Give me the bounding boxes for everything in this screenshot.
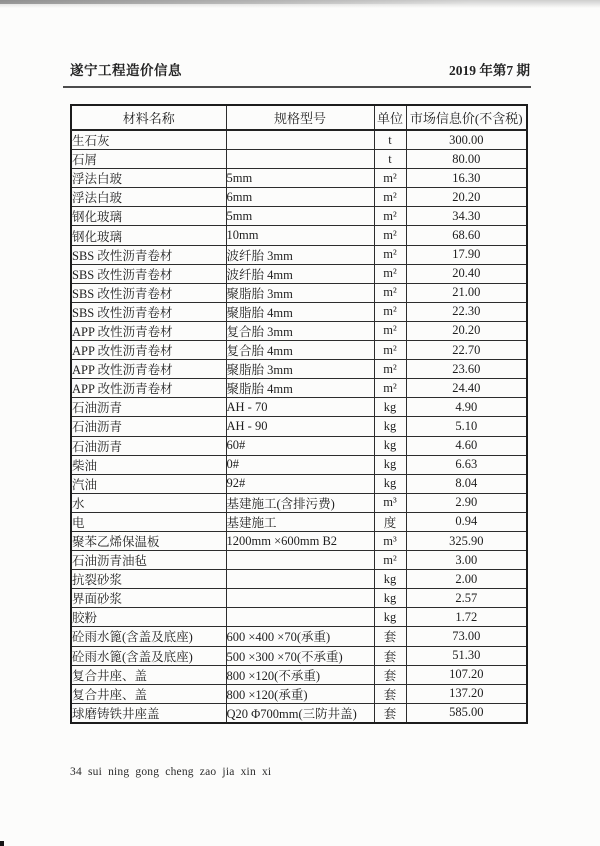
cell-spec: 聚脂胎 4mm <box>226 379 374 398</box>
cell-spec: 10mm <box>226 226 374 245</box>
cell-spec <box>226 608 374 627</box>
table-row <box>71 130 527 150</box>
cell-material: SBS 改性沥青卷材 <box>71 245 226 264</box>
cell-material: 石油沥青 <box>71 417 226 436</box>
cell-unit: kg <box>374 455 406 474</box>
table-row <box>71 188 527 207</box>
cell-material: 柴油 <box>71 455 226 474</box>
cell-spec: 复合胎 4mm <box>226 341 374 360</box>
cell-unit: 套 <box>374 684 406 703</box>
cell-material: APP 改性沥青卷材 <box>71 360 226 379</box>
cell-price: 20.20 <box>406 321 527 340</box>
cell-price: 20.40 <box>406 264 527 283</box>
cell-unit: kg <box>374 570 406 589</box>
cell-spec: 基建施工(含排污费) <box>226 493 374 512</box>
table-row <box>71 627 527 646</box>
cell-unit: kg <box>374 589 406 608</box>
table-row <box>71 360 527 379</box>
table-row <box>71 398 527 417</box>
cell-price: 300.00 <box>406 130 527 150</box>
cell-price: 2.57 <box>406 589 527 608</box>
table-row <box>71 493 527 512</box>
cell-material: 石油沥青 <box>71 436 226 455</box>
cell-material: 石油沥青油毡 <box>71 551 226 570</box>
cell-spec: 1200mm ×600mm B2 <box>226 531 374 550</box>
cell-price: 80.00 <box>406 150 527 169</box>
cell-price: 107.20 <box>406 665 527 684</box>
cell-unit: 套 <box>374 627 406 646</box>
cell-material: SBS 改性沥青卷材 <box>71 283 226 302</box>
cell-material: 聚苯乙烯保温板 <box>71 531 226 550</box>
cell-unit: kg <box>374 436 406 455</box>
cell-unit: t <box>374 130 406 150</box>
cell-spec: 聚脂胎 3mm <box>226 360 374 379</box>
cell-spec: 0# <box>226 455 374 474</box>
table-row <box>71 207 527 226</box>
table-row <box>71 570 527 589</box>
cell-unit: m² <box>374 551 406 570</box>
cell-unit: m³ <box>374 493 406 512</box>
cell-price: 68.60 <box>406 226 527 245</box>
cell-unit: m² <box>374 360 406 379</box>
cell-material: 球磨铸铁井座盖 <box>71 703 226 723</box>
cell-unit: kg <box>374 474 406 493</box>
cell-unit: kg <box>374 398 406 417</box>
cell-price: 8.04 <box>406 474 527 493</box>
table-header <box>71 105 527 130</box>
scan-artifact-top-smudge <box>0 0 470 4</box>
cell-spec: 复合胎 3mm <box>226 321 374 340</box>
table-row <box>71 417 527 436</box>
table-row <box>71 646 527 665</box>
cell-price: 1.72 <box>406 608 527 627</box>
cell-material: 钢化玻璃 <box>71 226 226 245</box>
cell-material: 汽油 <box>71 474 226 493</box>
table-row <box>71 264 527 283</box>
table-row <box>71 379 527 398</box>
cell-price: 24.40 <box>406 379 527 398</box>
cell-price: 16.30 <box>406 169 527 188</box>
cell-unit: 度 <box>374 512 406 531</box>
cell-unit: m² <box>374 264 406 283</box>
cell-material: 界面砂浆 <box>71 589 226 608</box>
cell-spec: 92# <box>226 474 374 493</box>
cell-spec: 波纤胎 3mm <box>226 245 374 264</box>
cell-spec: 60# <box>226 436 374 455</box>
cell-material: APP 改性沥青卷材 <box>71 321 226 340</box>
cell-unit: 套 <box>374 703 406 723</box>
cell-price: 51.30 <box>406 646 527 665</box>
table-row <box>71 245 527 264</box>
table-row <box>71 589 527 608</box>
table-row <box>71 608 527 627</box>
cell-material: 钢化玻璃 <box>71 207 226 226</box>
scan-artifact-corner-mark <box>0 841 4 846</box>
table-row <box>71 150 527 169</box>
cell-spec: Q20 Φ700mm(三防井盖) <box>226 703 374 723</box>
cell-price: 2.90 <box>406 493 527 512</box>
cell-material: 胶粉 <box>71 608 226 627</box>
cell-unit: t <box>374 150 406 169</box>
cell-spec: 800 ×120(不承重) <box>226 665 374 684</box>
table-row <box>71 341 527 360</box>
table-row <box>71 321 527 340</box>
cell-material: 砼雨水篦(含盖及底座) <box>71 646 226 665</box>
cell-spec: 5mm <box>226 169 374 188</box>
table-row <box>71 531 527 550</box>
cell-material: SBS 改性沥青卷材 <box>71 302 226 321</box>
cell-unit: m² <box>374 207 406 226</box>
table-row <box>71 302 527 321</box>
cell-price: 23.60 <box>406 360 527 379</box>
cell-spec <box>226 130 374 150</box>
cell-material: 浮法白玻 <box>71 169 226 188</box>
cell-price: 17.90 <box>406 245 527 264</box>
cell-spec <box>226 589 374 608</box>
cell-spec: 6mm <box>226 188 374 207</box>
cell-price: 2.00 <box>406 570 527 589</box>
cell-price: 73.00 <box>406 627 527 646</box>
column-header-unit: 单位 <box>374 105 406 130</box>
cell-spec: 聚脂胎 4mm <box>226 302 374 321</box>
issue-label: 2019 年第7 期 <box>449 63 530 78</box>
cell-material: SBS 改性沥青卷材 <box>71 264 226 283</box>
cell-unit: 套 <box>374 665 406 684</box>
cell-material: 抗裂砂浆 <box>71 570 226 589</box>
cell-price: 585.00 <box>406 703 527 723</box>
cell-spec <box>226 570 374 589</box>
cell-price: 4.60 <box>406 436 527 455</box>
cell-price: 137.20 <box>406 684 527 703</box>
price-table-body <box>71 130 527 723</box>
cell-price: 22.70 <box>406 341 527 360</box>
cell-spec: 600 ×400 ×70(承重) <box>226 627 374 646</box>
table-row <box>71 474 527 493</box>
cell-spec: 波纤胎 4mm <box>226 264 374 283</box>
column-header-material: 材料名称 <box>71 105 226 130</box>
cell-material: 石油沥青 <box>71 398 226 417</box>
table-row <box>71 169 527 188</box>
cell-price: 22.30 <box>406 302 527 321</box>
cell-material: 复合井座、盖 <box>71 665 226 684</box>
table-header-row <box>71 105 527 130</box>
table-row <box>71 436 527 455</box>
column-header-spec: 规格型号 <box>226 105 374 130</box>
cell-price: 20.20 <box>406 188 527 207</box>
cell-unit: m² <box>374 302 406 321</box>
cell-unit: m² <box>374 283 406 302</box>
page-header <box>63 59 531 88</box>
cell-price: 5.10 <box>406 417 527 436</box>
cell-spec: 800 ×120(承重) <box>226 684 374 703</box>
cell-material: 浮法白玻 <box>71 188 226 207</box>
price-table <box>70 104 528 724</box>
cell-price: 6.63 <box>406 455 527 474</box>
table-row <box>71 283 527 302</box>
cell-spec <box>226 551 374 570</box>
cell-spec: 基建施工 <box>226 512 374 531</box>
cell-unit: m² <box>374 245 406 264</box>
cell-unit: kg <box>374 608 406 627</box>
cell-unit: m² <box>374 169 406 188</box>
cell-unit: m² <box>374 321 406 340</box>
cell-material: 复合井座、盖 <box>71 684 226 703</box>
cell-material: 石屑 <box>71 150 226 169</box>
table-row <box>71 551 527 570</box>
cell-unit: m² <box>374 188 406 207</box>
cell-unit: m³ <box>374 531 406 550</box>
cell-material: 电 <box>71 512 226 531</box>
table-row <box>71 226 527 245</box>
cell-spec: 5mm <box>226 207 374 226</box>
cell-price: 3.00 <box>406 551 527 570</box>
table-row <box>71 703 527 723</box>
cell-unit: m² <box>374 341 406 360</box>
cell-unit: m² <box>374 226 406 245</box>
cell-spec: AH - 90 <box>226 417 374 436</box>
column-header-price: 市场信息价(不含税) <box>406 105 527 130</box>
cell-price: 21.00 <box>406 283 527 302</box>
cell-material: APP 改性沥青卷材 <box>71 341 226 360</box>
cell-material: 砼雨水篦(含盖及底座) <box>71 627 226 646</box>
cell-material: 生石灰 <box>71 130 226 150</box>
cell-material: APP 改性沥青卷材 <box>71 379 226 398</box>
cell-spec: 500 ×300 ×70(不承重) <box>226 646 374 665</box>
cell-material: 水 <box>71 493 226 512</box>
cell-spec <box>226 150 374 169</box>
table-row <box>71 684 527 703</box>
cell-price: 0.94 <box>406 512 527 531</box>
page-title: 遂宁工程造价信息 <box>70 63 182 78</box>
cell-spec: AH - 70 <box>226 398 374 417</box>
table-row <box>71 665 527 684</box>
table-row <box>71 455 527 474</box>
cell-unit: kg <box>374 417 406 436</box>
cell-price: 325.90 <box>406 531 527 550</box>
cell-price: 4.90 <box>406 398 527 417</box>
table-row <box>71 512 527 531</box>
page-footer: 34 sui ning gong cheng zao jia xin xi <box>70 766 272 778</box>
cell-price: 34.30 <box>406 207 527 226</box>
cell-unit: m² <box>374 379 406 398</box>
cell-unit: 套 <box>374 646 406 665</box>
cell-spec: 聚脂胎 3mm <box>226 283 374 302</box>
